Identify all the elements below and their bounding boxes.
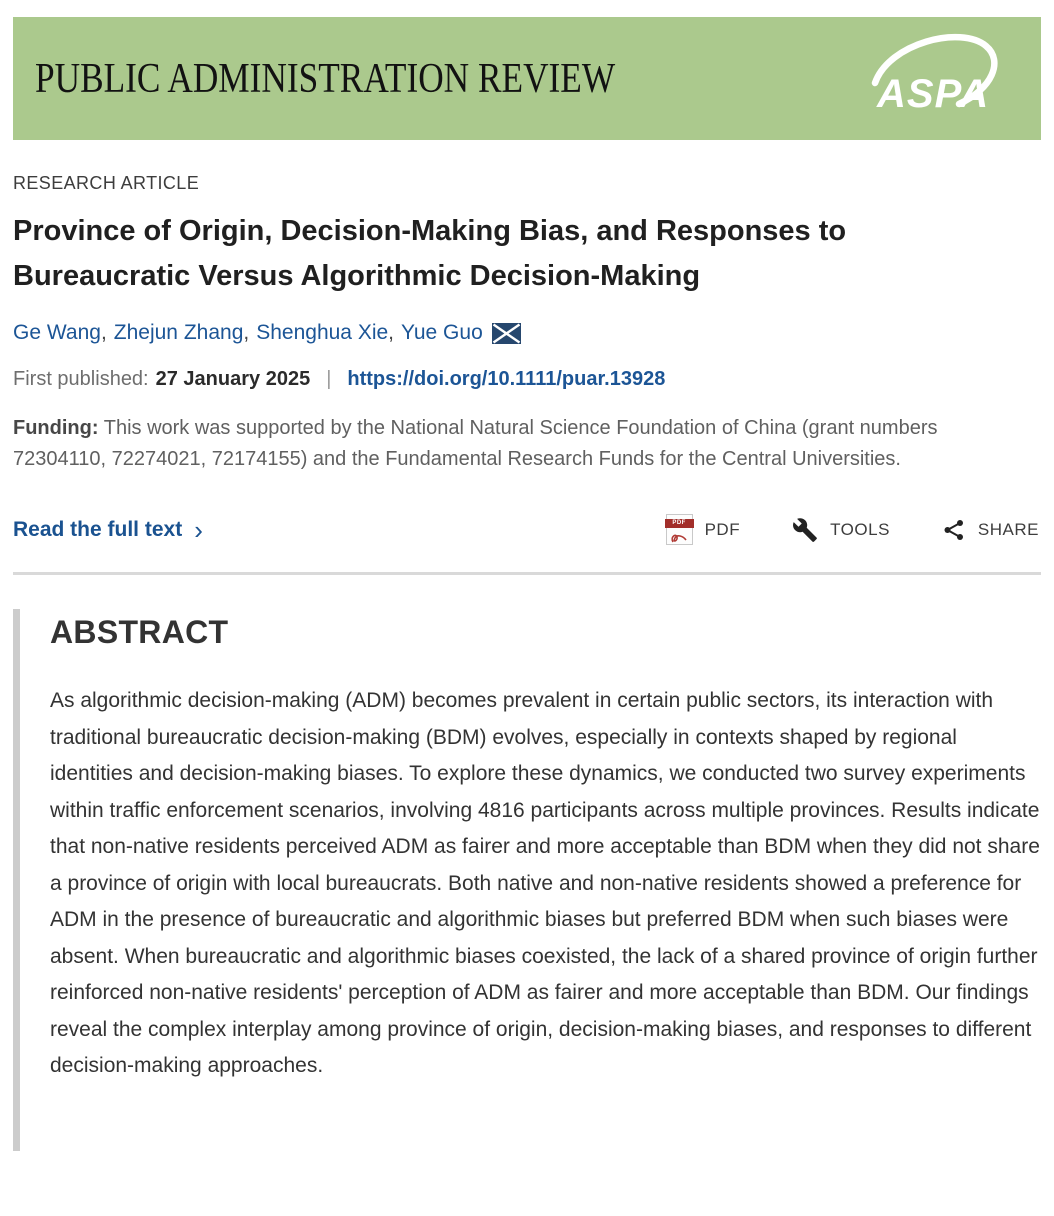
tools-button-label: TOOLS xyxy=(830,519,890,539)
share-button[interactable] xyxy=(942,518,1039,542)
wrench-icon xyxy=(792,517,818,543)
pdf-button-label: PDF xyxy=(704,519,741,539)
first-published-label: First published: xyxy=(13,368,149,390)
author-link[interactable]: Shenghua Xie xyxy=(256,321,389,344)
journal-title: PUBLIC ADMINISTRATION REVIEW xyxy=(35,55,616,102)
read-full-text-link[interactable] xyxy=(13,514,203,545)
section-divider xyxy=(13,572,1041,575)
funding-text: This work was supported by the National Natural Science Foundation of China (grant numbers 72304110, 72274021, 72174155) and the Fundamental Research Funds for the Central Universities. xyxy=(13,417,938,470)
pdf-file-icon xyxy=(666,514,693,545)
author-separator: , xyxy=(388,321,395,344)
share-icon xyxy=(942,518,966,542)
author-link[interactable]: Yue Guo xyxy=(401,321,483,344)
author-link[interactable]: Zhejun Zhang xyxy=(113,321,244,344)
aspa-logo xyxy=(861,31,1011,127)
pipe-separator: | xyxy=(326,368,332,390)
pdf-badge: PDF xyxy=(665,519,694,528)
funding-label: Funding: xyxy=(13,417,99,439)
abstract-text: As algorithmic decision-making (ADM) becomes prevalent in certain public sectors, its interaction with traditional bureaucratic decision-making (BDM) evolves, especially in contexts shaped by regional identities and decision-making biases. To explore these dynamics, we conducted two survey experiments within traffic enforcement scenarios, involving 4816 participants across multiple provinces. Results indicate that non-native residents perceived ADM as fairer and more acceptable than BDM when they did not share a province of origin with local bureaucrats. Both native and non-native residents showed a preference for ADM in the presence of bureaucratic and algorithmic biases but preferred BDM when such biases were absent. When bureaucratic and algorithmic biases coexisted, the lack of a shared province of origin further reinforced non-native residents' perception of ADM as fairer and more acceptable than BDM. Our findings reveal the complex interplay among province of origin, decision-making biases, and responses to different decision-making approaches. xyxy=(50,689,1040,1077)
share-button-label: SHARE xyxy=(977,519,1039,539)
author-separator: , xyxy=(243,321,250,344)
article-page xyxy=(0,17,1054,1216)
funding-statement xyxy=(13,413,1033,475)
tools-button[interactable] xyxy=(792,517,890,543)
article-category: RESEARCH ARTICLE xyxy=(13,173,200,193)
aspa-logo-text: ASPA xyxy=(877,71,990,116)
author-list xyxy=(13,321,1041,345)
article-toolbar xyxy=(666,514,1039,545)
abstract-section xyxy=(13,609,1041,1151)
publication-info-row xyxy=(13,368,1041,391)
article-title: Province of Origin, Decision-Making Bias, and Responses to Bureaucratic Versus Algorithmic Decision-Making xyxy=(13,215,847,292)
journal-banner xyxy=(13,17,1041,140)
pdf-button[interactable] xyxy=(666,514,741,545)
chevron-right-icon: › xyxy=(194,514,203,545)
email-envelope-icon[interactable] xyxy=(492,323,521,344)
abstract-heading: ABSTRACT xyxy=(50,614,229,650)
first-published-date: 27 January 2025 xyxy=(155,368,311,390)
author-link[interactable]: Ge Wang xyxy=(13,321,101,344)
read-full-text-label: Read the full text xyxy=(13,517,183,541)
actions-row xyxy=(13,514,1041,545)
doi-link[interactable]: https://doi.org/10.1111/puar.13928 xyxy=(347,368,666,390)
author-separator: , xyxy=(100,321,107,344)
